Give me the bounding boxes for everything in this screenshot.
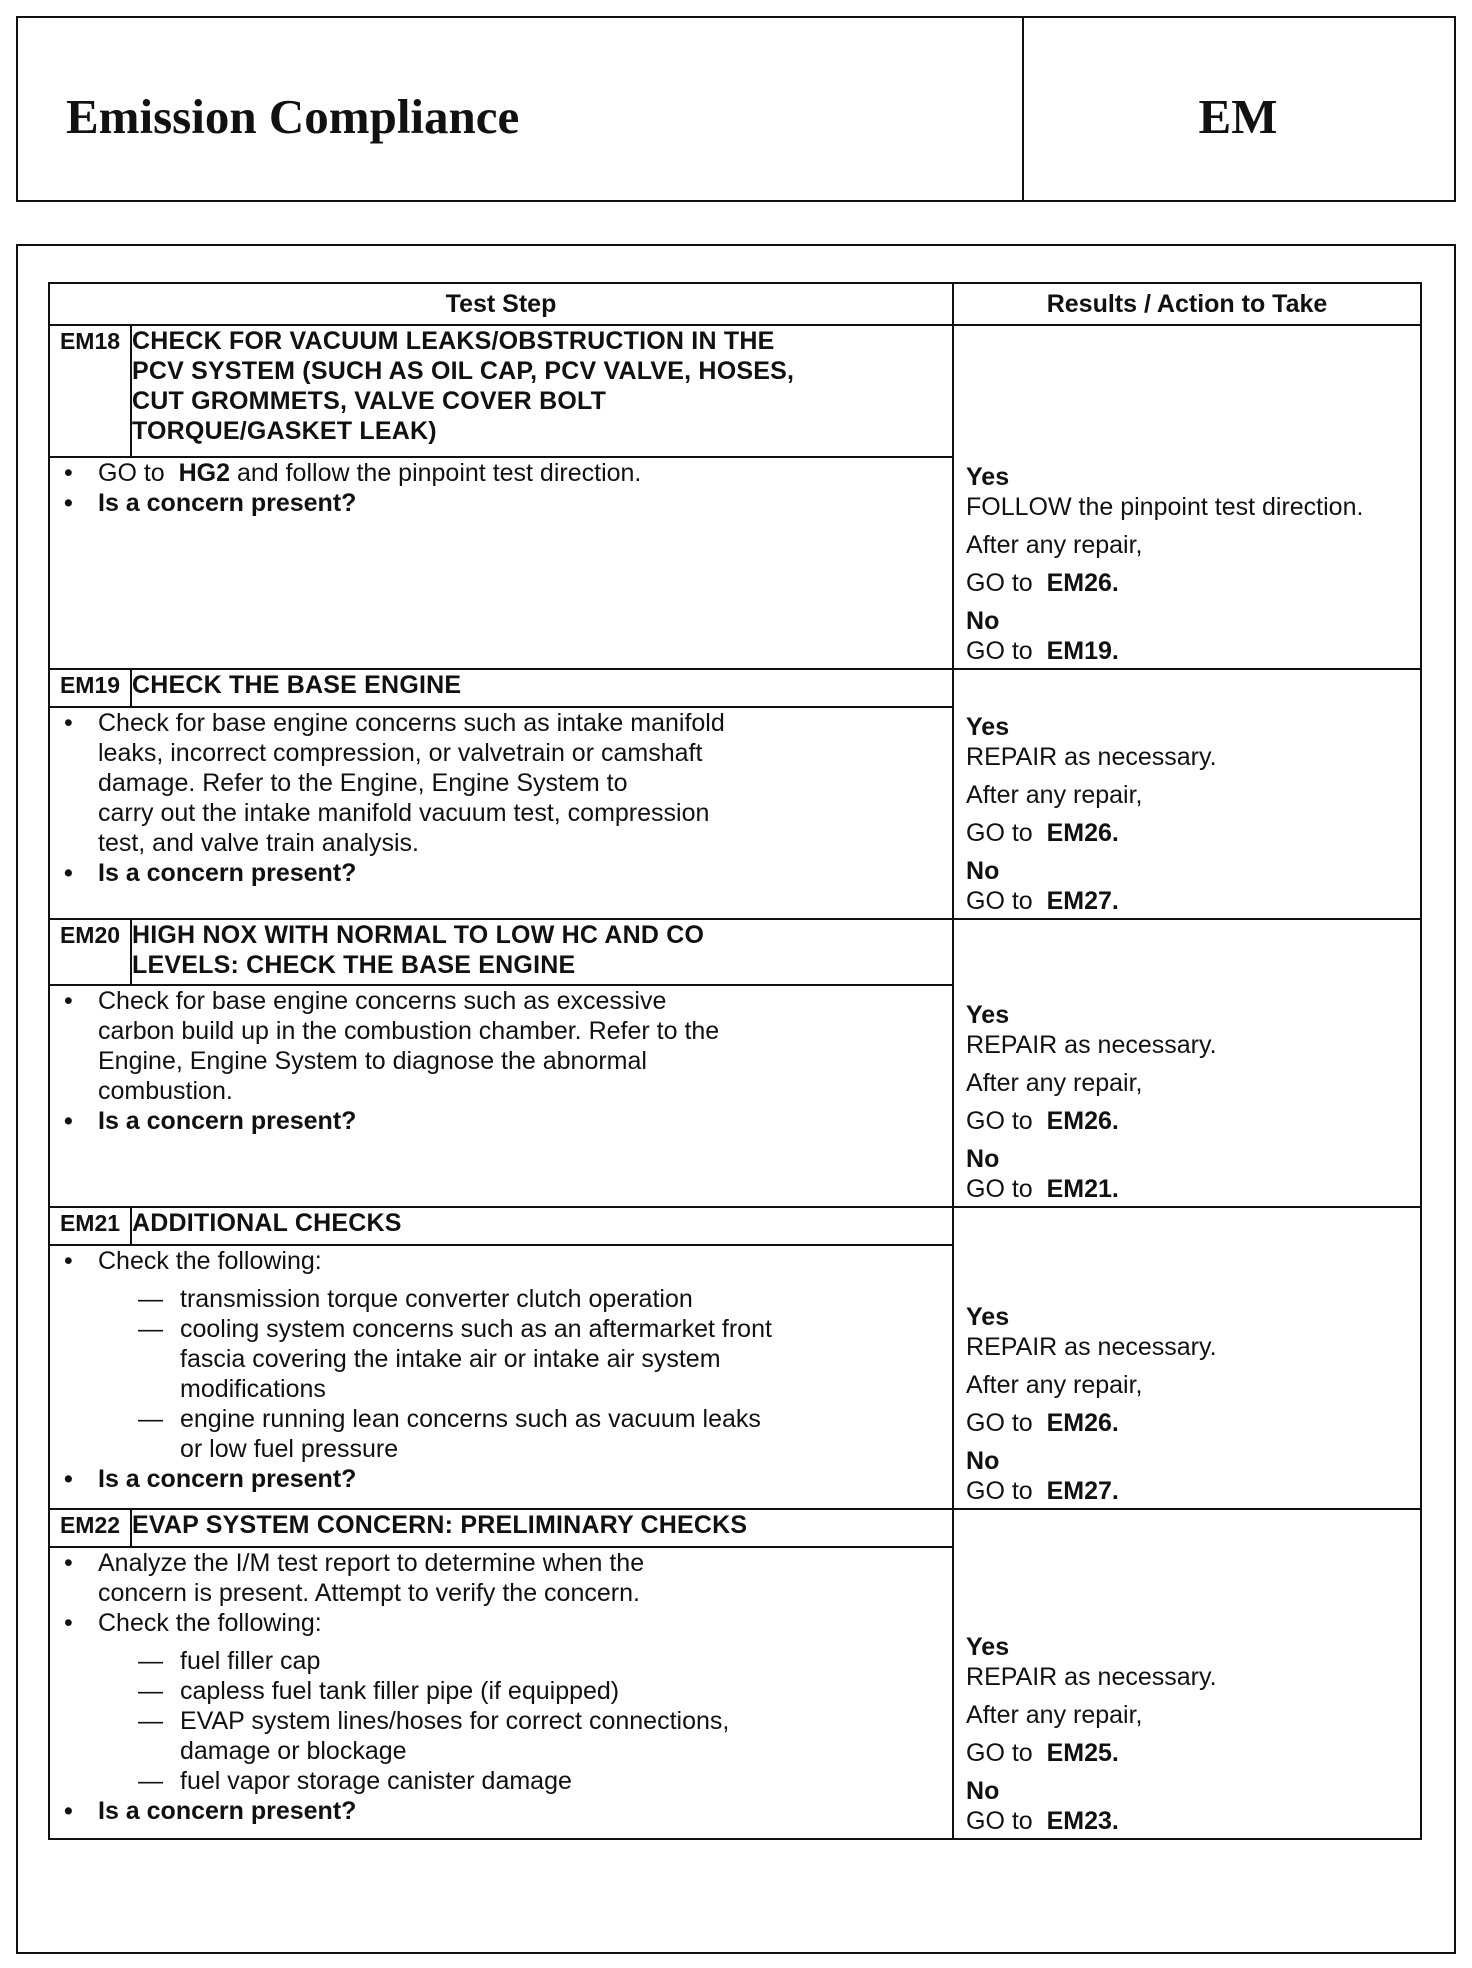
step-result <box>953 1207 1421 1509</box>
check-item-line: — capless fuel tank filler pipe (if equipped) <box>180 1677 620 1705</box>
step-bullet <box>50 708 952 858</box>
step-body <box>49 457 953 669</box>
step-bullet <box>50 458 952 488</box>
check-item <box>138 1706 952 1766</box>
step-title-row <box>49 1207 1421 1245</box>
goto-ref: EM23. <box>1046 1807 1119 1835</box>
check-item-line: — engine running lean concerns such as vacuum leaks <box>180 1405 761 1433</box>
result-yes-label: Yes <box>966 1303 1010 1331</box>
bullet-line: • Check the following: <box>98 1247 322 1275</box>
step-code: EM21 <box>49 1207 131 1245</box>
step-title-row <box>49 1509 1421 1547</box>
result-yes-goto <box>966 1408 1412 1438</box>
result-after-repair: After any repair, <box>966 531 1143 559</box>
step-question: • Is a concern present? <box>50 1796 952 1826</box>
bullet-line: • Check for base engine concerns such as intake manifold <box>98 709 725 737</box>
result-yes-goto <box>966 1106 1412 1136</box>
result-yes-action: FOLLOW the pinpoint test direction. <box>966 493 1364 521</box>
step-body <box>49 707 953 919</box>
check-item-line: — transmission torque converter clutch operation <box>180 1285 693 1313</box>
step-bullet <box>50 1608 952 1796</box>
check-item-line: — fuel filler cap <box>180 1647 321 1675</box>
bullet-line: carbon build up in the combustion chamber. Refer to the <box>98 1017 720 1045</box>
result-yes-goto <box>966 818 1412 848</box>
check-item <box>138 1314 952 1404</box>
step-title <box>131 1207 953 1245</box>
step-title-line: EVAP SYSTEM CONCERN: PRELIMINARY CHECKS <box>132 1511 748 1539</box>
step-title-line: CHECK FOR VACUUM LEAKS/OBSTRUCTION IN THE <box>132 327 775 355</box>
step-code: EM20 <box>49 919 131 985</box>
check-item-line: — cooling system concerns such as an aftermarket front <box>180 1315 772 1343</box>
check-item <box>138 1766 952 1796</box>
bullet-line: combustion. <box>98 1077 233 1105</box>
page-title: Emission Compliance <box>66 89 520 144</box>
check-item-line: — fuel vapor storage canister damage <box>180 1767 572 1795</box>
step-bullet <box>50 1548 952 1608</box>
result-yes-label: Yes <box>966 1633 1010 1661</box>
check-item <box>138 1404 952 1464</box>
result-yes-label: Yes <box>966 463 1010 491</box>
bullet-line: Engine, Engine System to diagnose the abnormal <box>98 1047 647 1075</box>
check-item-line: modifications <box>180 1375 326 1403</box>
step-result <box>953 325 1421 669</box>
result-after-repair: After any repair, <box>966 1069 1143 1097</box>
step-code: EM19 <box>49 669 131 707</box>
result-after-repair: After any repair, <box>966 1701 1143 1729</box>
test-step-table <box>48 282 1422 1840</box>
goto-text: GO to <box>966 1175 1033 1203</box>
step-code: EM22 <box>49 1509 131 1547</box>
step-question: • Is a concern present? <box>50 1106 952 1136</box>
goto-text: GO to <box>966 1107 1033 1135</box>
goto-ref: EM26. <box>1046 1107 1119 1135</box>
goto-ref: EM27. <box>1046 1477 1119 1505</box>
bullet-line: concern is present. Attempt to verify the concern. <box>98 1579 640 1607</box>
check-item-line: damage or blockage <box>180 1737 407 1765</box>
step-question: • Is a concern present? <box>50 858 952 888</box>
goto-text: GO to <box>966 1807 1033 1835</box>
check-item <box>138 1284 952 1314</box>
step-result <box>953 669 1421 919</box>
result-no-goto <box>966 886 1412 916</box>
goto-text: GO to <box>966 637 1033 665</box>
bullet-line: test, and valve train analysis. <box>98 829 419 857</box>
step-title <box>131 919 953 985</box>
result-yes-label: Yes <box>966 713 1010 741</box>
bullet-line: damage. Refer to the Engine, Engine System to <box>98 769 628 797</box>
result-no-label: No <box>966 1447 1000 1475</box>
bullet-text: GO to <box>98 459 165 487</box>
result-after-repair: After any repair, <box>966 1371 1143 1399</box>
check-item-line: fascia covering the intake air or intake air system <box>180 1345 721 1373</box>
step-code: EM18 <box>49 325 131 457</box>
step-title-row <box>49 325 1421 457</box>
goto-ref: EM26. <box>1046 1409 1119 1437</box>
step-question: • Is a concern present? <box>50 488 952 518</box>
goto-text: GO to <box>966 887 1033 915</box>
pinpoint-ref: HG2 <box>178 459 230 487</box>
step-title-line: PCV SYSTEM (SUCH AS OIL CAP, PCV VALVE, HOSES, <box>132 357 795 385</box>
check-item <box>138 1676 952 1706</box>
step-title-line: ADDITIONAL CHECKS <box>132 1209 402 1237</box>
step-title <box>131 325 953 457</box>
step-title-line: CUT GROMMETS, VALVE COVER BOLT <box>132 387 607 415</box>
result-no-label: No <box>966 1145 1000 1173</box>
bullet-text: and follow the pinpoint test direction. <box>236 459 642 487</box>
result-no-label: No <box>966 857 1000 885</box>
result-yes-action: REPAIR as necessary. <box>966 1031 1217 1059</box>
column-header-results: Results / Action to Take <box>953 283 1421 325</box>
result-yes-label: Yes <box>966 1001 1010 1029</box>
step-title-line: HIGH NOX WITH NORMAL TO LOW HC AND CO <box>132 921 705 949</box>
result-yes-action: REPAIR as necessary. <box>966 743 1217 771</box>
step-question: • Is a concern present? <box>50 1464 952 1494</box>
result-no-label: No <box>966 1777 1000 1805</box>
step-bullet <box>50 986 952 1106</box>
result-no-goto <box>966 1476 1412 1506</box>
bullet-line: • Check the following: <box>98 1609 322 1637</box>
result-yes-action: REPAIR as necessary. <box>966 1663 1217 1691</box>
goto-text: GO to <box>966 819 1033 847</box>
step-title <box>131 669 953 707</box>
step-title-line: TORQUE/GASKET LEAK) <box>132 417 437 445</box>
bullet-line: leaks, incorrect compression, or valvetrain or camshaft <box>98 739 703 767</box>
check-item-line: — EVAP system lines/hoses for correct connections, <box>180 1707 730 1735</box>
result-yes-goto <box>966 1738 1412 1768</box>
step-bullet <box>50 1246 952 1464</box>
result-no-goto <box>966 1174 1412 1204</box>
goto-text: GO to <box>966 1409 1033 1437</box>
step-title-row <box>49 669 1421 707</box>
result-no-label: No <box>966 607 1000 635</box>
step-body <box>49 1547 953 1839</box>
bullet-line: • Check for base engine concerns such as excessive <box>98 987 667 1015</box>
step-result <box>953 919 1421 1207</box>
goto-text: GO to <box>966 569 1033 597</box>
goto-text: GO to <box>966 1477 1033 1505</box>
step-title-line: CHECK THE BASE ENGINE <box>132 671 462 699</box>
goto-ref: EM26. <box>1046 819 1119 847</box>
column-header-test-step: Test Step <box>49 283 953 325</box>
step-body <box>49 985 953 1207</box>
goto-ref: EM19. <box>1046 637 1119 665</box>
table-header-row <box>49 283 1421 325</box>
step-title-row <box>49 919 1421 985</box>
step-title <box>131 1509 953 1547</box>
goto-text: GO to <box>966 1739 1033 1767</box>
section-code: EM <box>1198 89 1278 144</box>
result-yes-goto <box>966 568 1412 598</box>
bullet-line: carry out the intake manifold vacuum test, compression <box>98 799 710 827</box>
bullet-line: • Analyze the I/M test report to determine when the <box>98 1549 645 1577</box>
step-result <box>953 1509 1421 1839</box>
result-no-goto <box>966 636 1412 666</box>
goto-ref: EM26. <box>1046 569 1119 597</box>
result-after-repair: After any repair, <box>966 781 1143 809</box>
result-yes-action: REPAIR as necessary. <box>966 1333 1217 1361</box>
page-header <box>16 16 1456 202</box>
check-item <box>138 1646 952 1676</box>
goto-ref: EM27. <box>1046 887 1119 915</box>
check-item-line: or low fuel pressure <box>180 1435 399 1463</box>
result-no-goto <box>966 1806 1412 1836</box>
goto-ref: EM21. <box>1046 1175 1119 1203</box>
step-body <box>49 1245 953 1509</box>
step-title-line: LEVELS: CHECK THE BASE ENGINE <box>132 951 576 979</box>
goto-ref: EM25. <box>1046 1739 1119 1767</box>
